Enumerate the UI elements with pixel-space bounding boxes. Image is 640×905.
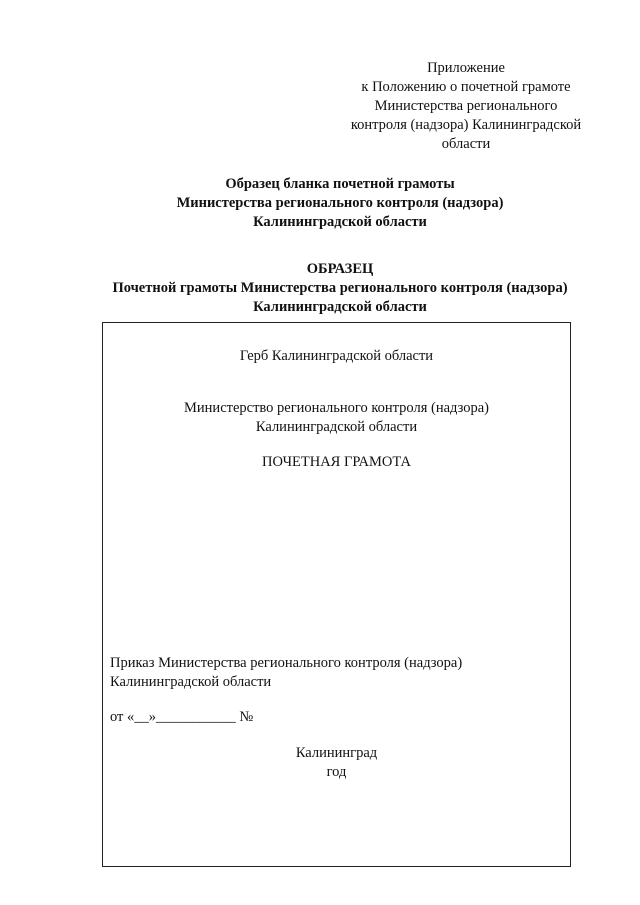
order-date-number: от «__»___________ №: [110, 709, 254, 725]
obrazets-line: Калининградской области: [253, 299, 427, 315]
city-year: [103, 744, 570, 782]
obrazets-line: ОБРАЗЕЦ: [306, 261, 374, 277]
coat-of-arms-placeholder: Герб Калининградской области: [239, 348, 434, 364]
certificate-title: ПОЧЕТНАЯ ГРАМОТА: [262, 454, 411, 470]
sample-title-line: Калининградской области: [253, 214, 427, 230]
sample-title-line: Министерства регионального контроля (надзора): [176, 195, 504, 211]
certificate-form-frame: [102, 322, 571, 867]
obrazets-line: Почетной грамоты Министерства регионального контроля (надзора): [112, 280, 568, 296]
order-line: Приказ Министерства регионального контроля (надзора): [110, 655, 463, 671]
ministry-name: [103, 399, 570, 437]
appendix-line: к Положению о почетной грамоте: [361, 79, 571, 95]
sample-title-line: Образец бланка почетной грамоты: [225, 176, 455, 192]
ministry-line: Калининградской области: [255, 419, 418, 435]
appendix-line: контроля (надзора) Калининградской: [350, 117, 582, 133]
appendix-line: области: [441, 136, 491, 152]
appendix-line: Приложение: [427, 60, 505, 76]
ministry-line: Министерство регионального контроля (надзора): [184, 400, 489, 416]
appendix-line: Министерства регионального: [374, 98, 558, 114]
obrazets-heading: [40, 260, 640, 317]
city-name: Калининград: [295, 745, 378, 761]
appendix-header: [330, 59, 602, 154]
year-label: год: [326, 764, 347, 780]
sample-form-title: [40, 175, 640, 232]
order-line: Калининградской области: [110, 674, 272, 690]
order-reference: [110, 654, 560, 692]
